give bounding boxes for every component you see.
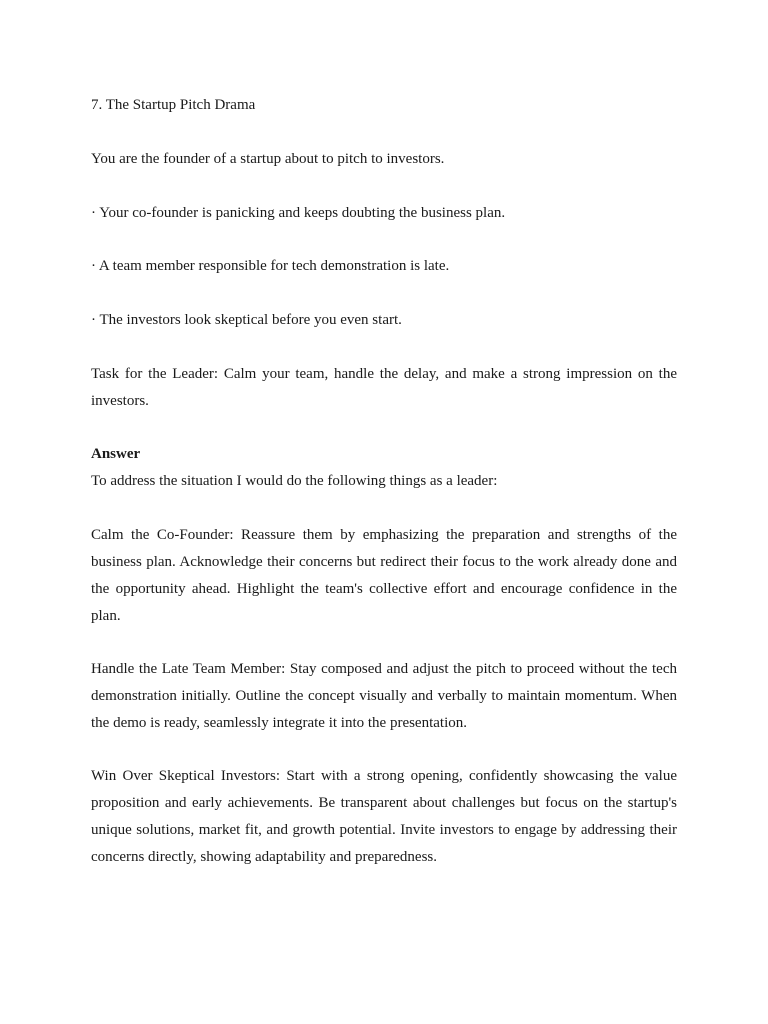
answer-paragraph-investors: Win Over Skeptical Investors: Start with a strong opening, confidently showcasing the value proposition and early achievements. Be transparent about challenges but focus on the startup's unique solutions, market fit, and growth potential. Invite investors to engage by addressing their concerns directly, showing adaptability and preparedness. xyxy=(91,768,677,865)
document-title: 7. The Startup Pitch Drama xyxy=(91,97,256,113)
bullet-item: · A team member responsible for tech demonstration is late. xyxy=(91,258,450,275)
spacer xyxy=(91,334,677,361)
spacer xyxy=(91,415,677,442)
spacer xyxy=(91,173,677,200)
spacer xyxy=(91,629,677,656)
spacer xyxy=(91,737,677,764)
answer-heading: Answer xyxy=(91,446,141,463)
spacer xyxy=(91,495,677,522)
task-text: Task for the Leader: Calm your team, handle the delay, and make a strong impression on the investors. xyxy=(91,365,677,409)
answer-paragraph-late-member: Handle the Late Team Member: Stay composed and adjust the pitch to proceed without the tech demonstration initially. Outline the concept visually and verbally to maintain momentum. When the demo is ready, seamlessly integrate it into the presentation. xyxy=(91,661,677,731)
spacer xyxy=(91,280,677,307)
answer-paragraph-cofounder: Calm the Co-Founder: Reassure them by emphasizing the preparation and strengths of the business plan. Acknowledge their concerns but redirect their focus to the work already done and the opportunity ahead. Highlight the team's collective effort and encourage confidence in the plan. xyxy=(91,527,677,624)
document-page xyxy=(91,92,677,871)
spacer xyxy=(91,119,677,146)
answer-intro: To address the situation I would do the following things as a leader: xyxy=(91,473,498,490)
bullet-item: · The investors look skeptical before you even start. xyxy=(91,312,402,329)
intro-text: You are the founder of a startup about to pitch to investors. xyxy=(91,150,445,167)
spacer xyxy=(91,227,677,254)
bullet-item: · Your co-founder is panicking and keeps doubting the business plan. xyxy=(91,204,506,221)
